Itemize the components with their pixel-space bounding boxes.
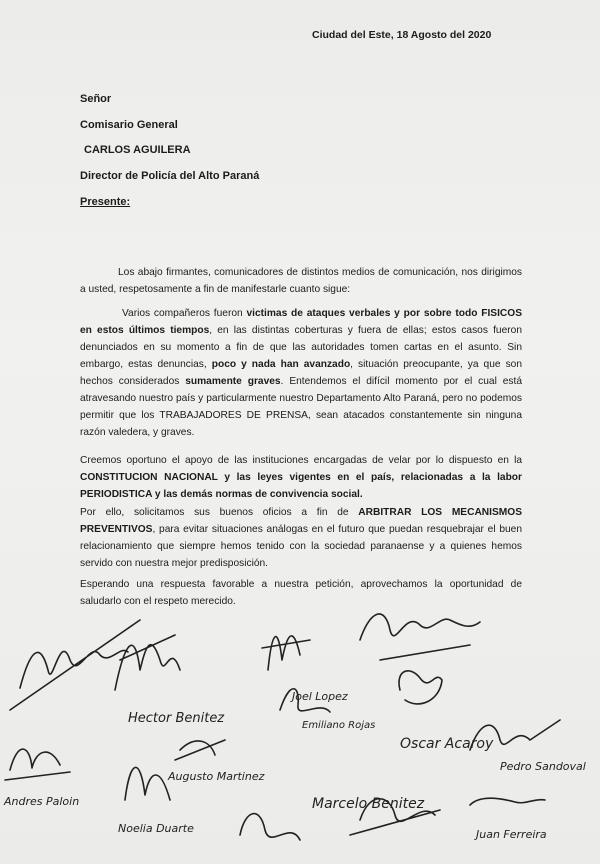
- bold-run: ARBITRAR LOS MECANISMOS PREVENTIVOS: [80, 507, 522, 535]
- text-run: , situación preocupante, ya que son hechos considerados: [80, 359, 522, 387]
- signature-name: Emiliano Rojas: [302, 720, 376, 731]
- signature-scribble: [470, 798, 545, 805]
- signature-scribble: [240, 814, 300, 840]
- closing-paragraph: Esperando una respuesta favorable a nuestra petición, aprovechamos la oportunidad de saludarlo con el respeto merecido.: [80, 579, 522, 607]
- presente-label: Presente:: [80, 196, 131, 208]
- text-run: , en las distintas coberturas y fuera de ellas; estos casos fueron denunciados en su momento a fin de que las autoridades tomen cartas en el asunto. Sin embargo, estas denuncias,: [80, 325, 522, 370]
- signature-name: Augusto Martinez: [168, 770, 265, 783]
- signature-scribble: [360, 614, 480, 660]
- signatures-area: [0, 600, 600, 864]
- support-paragraph: [80, 452, 522, 503]
- signature-name: Joel Lopez: [292, 690, 348, 703]
- signature-name: Juan Ferreira: [476, 828, 547, 841]
- bold-run: victimas de ataques verbales y por sobre todo FISICOS en estos últimos tiempos: [80, 308, 522, 336]
- date-line: Ciudad del Este, 18 Agosto del 2020: [312, 29, 492, 41]
- signature-name: Andres Paloin: [4, 795, 80, 808]
- bold-run: sumamente graves: [185, 376, 281, 387]
- signature-scribble: [5, 749, 70, 780]
- text-run: . Entendemos el difícil momento por el cual está atravesando nuestro país y particularmente nuestro Departamento Alto Paraná, pero no podemos permitir que los TRABAJADORES DE PRENSA, sean atacados constantemente sin ninguna razón valedera, y graves.: [80, 376, 522, 438]
- signature-scribble: [262, 636, 310, 670]
- signature-name: Oscar Acaroy: [400, 736, 494, 752]
- text-run: , para evitar situaciones análogas en el futuro que puedan resquebrajar el buen relacionamiento que siempre hemos tenido con la sociedad paranaense y a quienes hemos servido con nuestra mejor predisposición.: [80, 524, 522, 569]
- signature-scribble: [125, 767, 170, 800]
- signature-name: Pedro Sandoval: [500, 760, 586, 773]
- request-paragraph: [80, 504, 522, 572]
- signature-scribble: [115, 635, 180, 690]
- intro-paragraph: Los abajo firmantes, comunicadores de distintos medios de comunicación, nos dirigimos a usted, respetosamente a fin de manifestarle cuanto sigue:: [80, 267, 522, 295]
- signature-name: Hector Benitez: [128, 711, 225, 726]
- text-run: Por ello, solicitamos sus buenos oficios a fin de: [80, 507, 359, 518]
- signature-name: Marcelo Benitez: [312, 796, 425, 812]
- addressee-name: CARLOS AGUILERA: [84, 144, 191, 156]
- signature-name: Noelia Duarte: [118, 822, 194, 835]
- signature-scribble: [175, 740, 225, 760]
- signature-scribble: [399, 671, 442, 704]
- bold-run: poco y nada han avanzado: [211, 359, 351, 370]
- complaint-paragraph: [80, 305, 522, 441]
- text-run: Varios compañeros fueron: [122, 308, 247, 319]
- text-run: Creemos oportuno el apoyo de las instituciones encargadas de velar por lo dispuesto en la: [80, 455, 522, 466]
- bold-run: CONSTITUCION NACIONAL y las leyes vigentes en el país, relacionadas a la labor PERIODISTICA y las demás normas de convivencia social.: [80, 472, 522, 500]
- addressee-position: Director de Policía del Alto Paraná: [80, 170, 260, 182]
- addressee-rank: Comisario General: [80, 119, 178, 131]
- salutation: Señor: [80, 93, 112, 105]
